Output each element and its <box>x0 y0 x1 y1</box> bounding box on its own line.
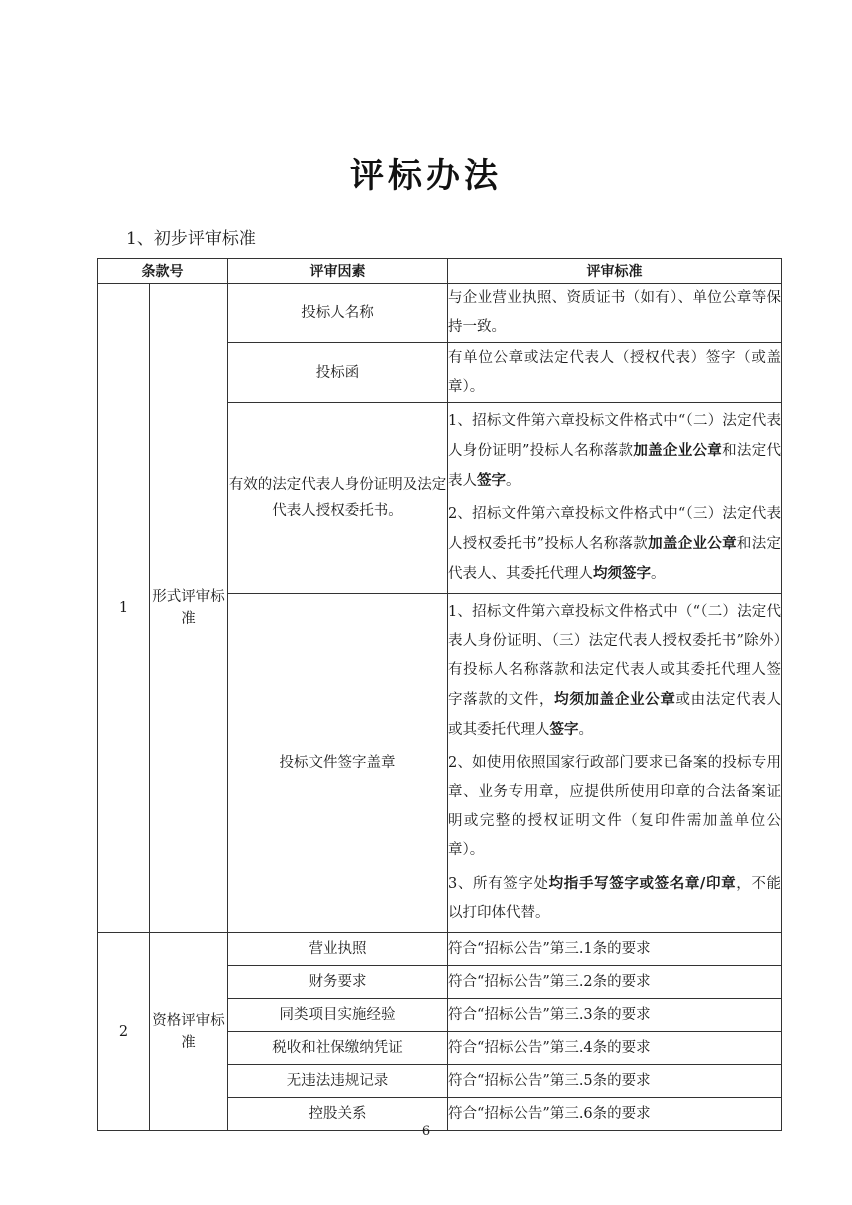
standard-cell: 符合“招标公告”第三.3条的要求 <box>448 999 782 1032</box>
table-header-row <box>98 259 782 284</box>
standard-cell: 符合“招标公告”第三.2条的要求 <box>448 966 782 999</box>
standard-cell: 有单位公章或法定代表人（授权代表）签字（或盖章）。 <box>448 343 782 403</box>
page-number: 6 <box>421 1124 431 1139</box>
standard-paragraph: 2、如使用依照国家行政部门要求已备案的投标专用章、业务专用章，应提供所使用印章的合法备案证明或完整的授权证明文件（复印件需加盖单位公章）。 <box>448 755 781 858</box>
factor-cell: 控股关系 <box>228 1098 448 1131</box>
category-label: 形式评审标准 <box>150 284 228 933</box>
factor-cell: 无违法违规记录 <box>228 1065 448 1098</box>
page-title: 评标办法 <box>350 156 502 196</box>
standard-paragraph: 2、招标文件第六章投标文件格式中“（三）法定代表人授权委托书”投标人名称落款加盖企业公章和法定代表人、其委托代理人均须签字。 <box>448 506 782 582</box>
factor-cell: 投标人名称 <box>228 284 448 343</box>
factor-cell: 投标文件签字盖章 <box>228 594 448 933</box>
factor-cell: 投标函 <box>228 343 448 403</box>
header-factor: 评审因素 <box>228 259 448 284</box>
factor-cell: 有效的法定代表人身份证明及法定代表人授权委托书。 <box>228 403 448 594</box>
standard-cell <box>448 594 782 933</box>
standard-cell: 符合“招标公告”第三.5条的要求 <box>448 1065 782 1098</box>
factor-cell: 财务要求 <box>228 966 448 999</box>
standard-paragraph: 1、招标文件第六章投标文件格式中“（二）法定代表人身份证明”投标人名称落款加盖企业公章和法定代表人签字。 <box>448 413 782 489</box>
standard-cell: 与企业营业执照、资质证书（如有）、单位公章等保持一致。 <box>448 284 782 343</box>
header-standard: 评审标准 <box>448 259 782 284</box>
section-title: 1、初步评审标准 <box>126 229 256 249</box>
standard-cell: 符合“招标公告”第三.6条的要求 <box>448 1098 782 1131</box>
clause-number: 2 <box>98 933 150 1131</box>
clause-number: 1 <box>98 284 150 933</box>
evaluation-table <box>97 258 782 1131</box>
standard-cell <box>448 403 782 594</box>
header-clause: 条款号 <box>98 259 228 284</box>
standard-paragraph: 3、所有签字处均指手写签字或签名章/印章，不能以打印体代替。 <box>448 875 782 921</box>
standard-paragraph: 1、招标文件第六章投标文件格式中（“（二）法定代表人身份证明、（三）法定代表人授权委托书”除外）有投标人名称落款和法定代表人或其委托代理人签字落款的文件，均须加盖企业公章或由法定代表人或其委托代理人签字。 <box>448 604 782 738</box>
factor-cell: 同类项目实施经验 <box>228 999 448 1032</box>
standard-cell: 符合“招标公告”第三.4条的要求 <box>448 1032 782 1065</box>
table-row <box>98 933 782 966</box>
factor-cell: 营业执照 <box>228 933 448 966</box>
factor-cell: 税收和社保缴纳凭证 <box>228 1032 448 1065</box>
table-row <box>98 284 782 343</box>
standard-cell: 符合“招标公告”第三.1条的要求 <box>448 933 782 966</box>
category-label: 资格评审标准 <box>150 933 228 1131</box>
